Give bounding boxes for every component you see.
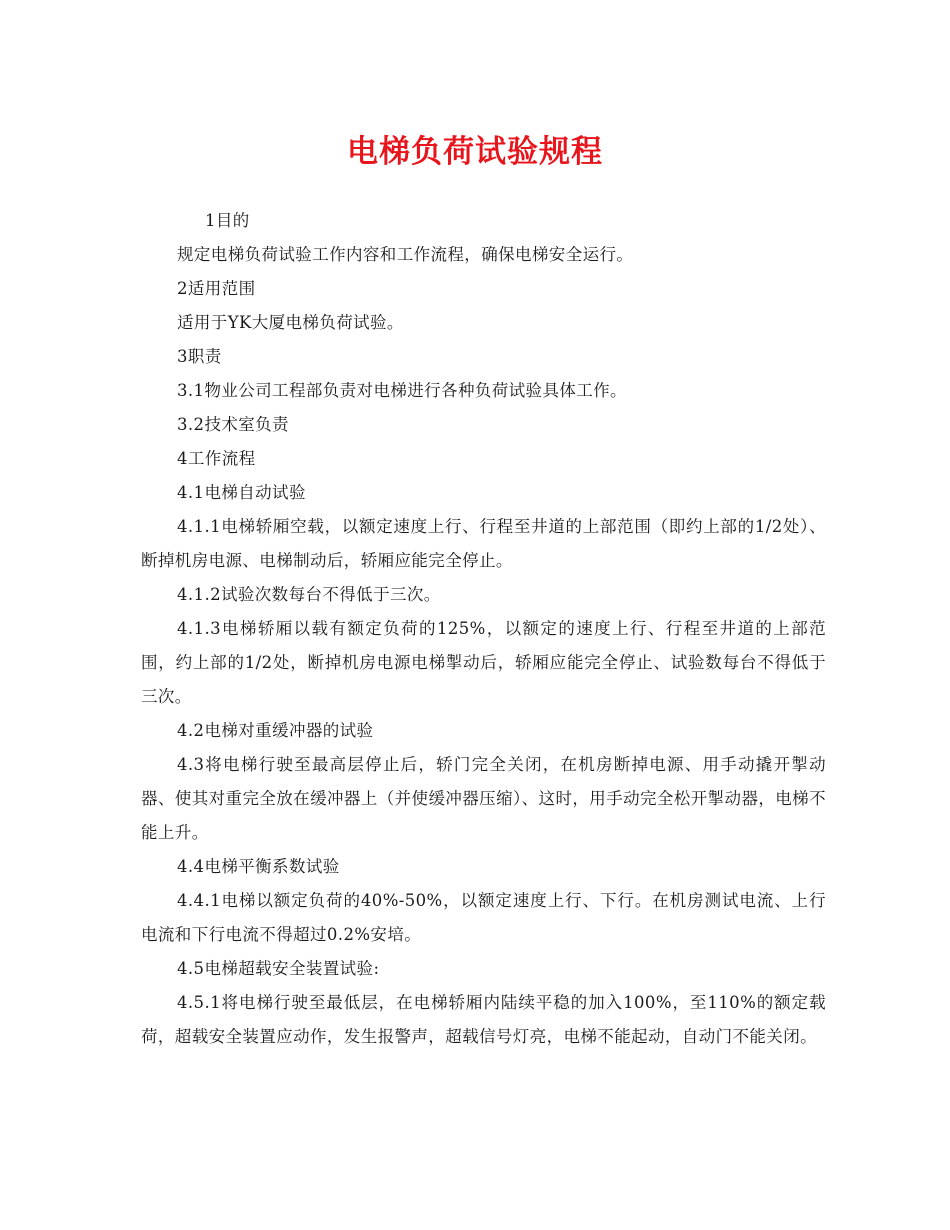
section-heading-workflow: 4工作流程 [177, 449, 256, 468]
paragraph-4-4-1: 4.4.1电梯以额定负荷的40%-50%，以额定速度上行、下行。在机房测试电流、上行电流和下行电流不得超过0.2%安培。 [141, 891, 826, 944]
paragraph-duty-3-2: 3.2技术室负责 [177, 415, 289, 434]
subsection-heading-4-1: 4.1电梯自动试验 [177, 483, 306, 502]
paragraph-4-1-1: 4.1.1电梯轿厢空载，以额定速度上行、行程至井道的上部范围（即约上部的1/2处）、断掉机房电源、电梯制动后，轿厢应能完全停止。 [141, 517, 826, 570]
paragraph-duty-3-1: 3.1物业公司工程部负责对电梯进行各种负荷试验具体工作。 [177, 381, 627, 400]
paragraph-scope: 适用于YK大厦电梯负荷试验。 [177, 313, 404, 332]
paragraph-4-1-2: 4.1.2试验次数每台不得低于三次。 [177, 585, 441, 604]
paragraph-4-1-3: 4.1.3电梯轿厢以载有额定负荷的125%，以额定的速度上行、行程至井道的上部范围，约上部的1/2处，断掉机房电源电梯掣动后，轿厢应能完全停止、试验数每台不得低于三次。 [141, 619, 826, 706]
paragraph-4-3: 4.3将电梯行驶至最高层停止后，轿门完全关闭，在机房断掉电源、用手动撬开掣动器、使其对重完全放在缓冲器上（并使缓冲器压缩）、这时，用手动完全松开掣动器，电梯不能上升。 [141, 755, 826, 842]
document-body [141, 204, 826, 1054]
subsection-heading-4-5: 4.5电梯超载安全装置试验: [177, 959, 380, 978]
section-heading-duties: 3职责 [177, 347, 222, 366]
paragraph-4-5-1: 4.5.1将电梯行驶至最低层，在电梯轿厢内陆续平稳的加入100%，至110%的额定载荷，超载安全装置应动作，发生报警声，超载信号灯亮，电梯不能起动，自动门不能关闭。 [141, 993, 826, 1046]
section-heading-scope: 2适用范围 [177, 279, 256, 298]
paragraph-purpose: 规定电梯负荷试验工作内容和工作流程，确保电梯安全运行。 [177, 245, 634, 264]
document-title: 电梯负荷试验规程 [347, 134, 603, 170]
subsection-heading-4-2: 4.2电梯对重缓冲器的试验 [177, 721, 374, 740]
subsection-heading-4-4: 4.4电梯平衡系数试验 [177, 857, 340, 876]
section-heading-purpose: 1目的 [205, 211, 250, 230]
